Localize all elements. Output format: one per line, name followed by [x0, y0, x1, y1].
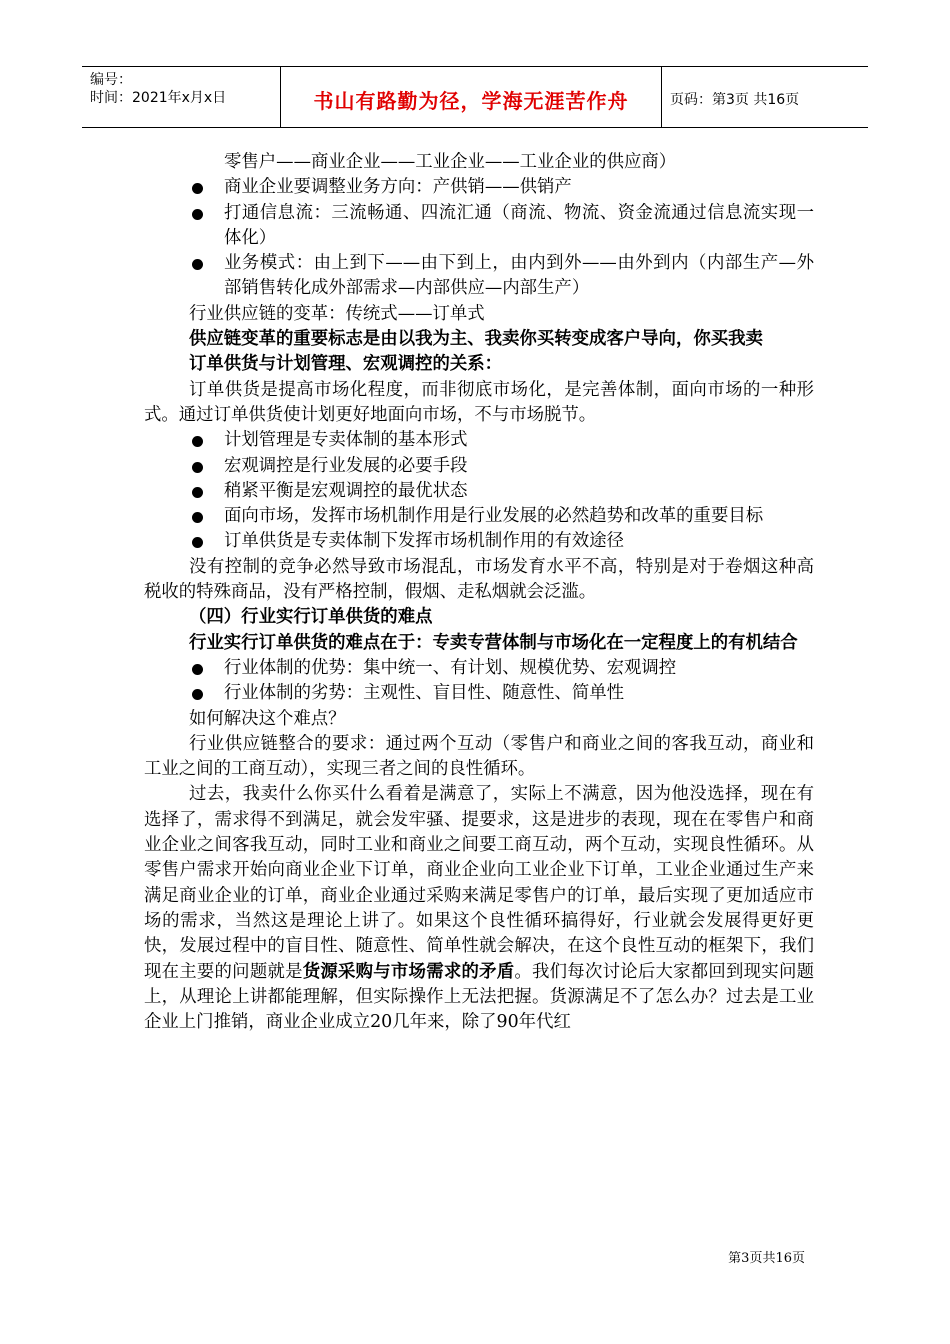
bullet-item [144, 529, 814, 554]
paragraph [144, 782, 814, 1035]
bullet-icon [192, 664, 203, 675]
bullet-icon [192, 487, 203, 498]
paragraph: 行业供应链的变革：传统式——订单式 [189, 303, 485, 324]
bullet-item [144, 656, 814, 681]
bullet-text: 商业企业要调整业务方向：产供销——供销产 [224, 177, 572, 198]
bullet-item [144, 428, 814, 453]
header-motto-cell [281, 67, 662, 127]
bullet-icon [192, 183, 203, 194]
bullet-text: 行业体制的劣势：主观性、盲目性、随意性、简单性 [224, 683, 624, 704]
bullet-text: 行业体制的优势：集中统一、有计划、规模优势、宏观调控 [224, 657, 677, 678]
bullet-item [144, 504, 814, 529]
bullet-text: 面向市场，发挥市场机制作用是行业发展的必然趋势和改革的重要目标 [224, 506, 764, 527]
paragraph: 零售户——商业企业——工业企业——工业企业的供应商） [224, 152, 677, 172]
bullet-icon [192, 209, 203, 220]
document-body [144, 150, 814, 1035]
bullet-icon [192, 689, 203, 700]
bullet-icon [192, 462, 203, 473]
paragraph: 订单供货是提高市场化程度，而非彻底市场化，是完善体制，面向市场的一种形式。通过订单供货使计划更好地面向市场，不与市场脱节。 [144, 379, 814, 425]
bullet-text: 业务模式：由上到下——由下到上，由内到外——由外到内（内部生产—外部销售转化成外部需求—内部供应—内部生产） [224, 253, 814, 299]
bullet-text: 订单供货是专卖体制下发挥市场机制作用的有效途径 [224, 531, 624, 552]
bullet-text: 计划管理是专卖体制的基本形式 [224, 430, 468, 451]
bullet-item [144, 175, 814, 200]
bullet-text: 稍紧平衡是宏观调控的最优状态 [224, 480, 468, 501]
header-meta-cell [82, 67, 281, 127]
page-number-label: 页码：第3页 共16页 [670, 92, 800, 108]
bullet-text: 打通信息流：三流畅通、四流汇通（商流、物流、资金流通过信息流实现一体化） [224, 202, 814, 248]
bullet-item [144, 479, 814, 504]
bold-paragraph: 供应链变革的重要标志是由以我为主、我卖你买转变成客户导向，你买我卖 [189, 329, 763, 350]
paragraph-text: 。我们每次讨论后大家都回到现实问题上，从理论上讲都能理解，但实际操作上无法把握。货源满足不了怎么办？过去是工业企业上门推销，商业企业成立20几年来，除了90年代红 [144, 961, 814, 1033]
bullet-text: 宏观调控是行业发展的必要手段 [224, 455, 468, 476]
bullet-icon [192, 512, 203, 523]
motto: 书山有路勤为径，学海无涯苦作舟 [313, 89, 629, 113]
page-footer: 第3页共16页 [728, 1251, 805, 1266]
paragraph: 如何解决这个难点？ [189, 708, 346, 729]
bold-heading: 订单供货与计划管理、宏观调控的关系： [189, 354, 503, 375]
section-heading: （四）行业实行订单供货的难点 [189, 607, 433, 628]
page-header [82, 66, 868, 128]
header-page-cell [662, 67, 868, 127]
paragraph-text: 过去，我卖什么你买什么看着是满意了，实际上不满意，因为他没选择，现在有选择了，需求得不到满足，就会发牢骚、提要求，这是进步的表现，现在在零售户和商业企业之间客我互动，同时工业和商业之间要工商互动，两个互动，实现良性循环。从零售户需求开始向商业企业下订单，商业企业向工业企业下订单，工业企业通过生产来满足商业企业的订单，商业企业通过采购来满足零售户的订单，最后实现了更加适应市场的需求，当然这是理论上讲了。如果这个良性循环搞得好，行业就会发展得更好更快，发展过程中的盲目性、随意性、简单性就会解决，在这个良性互动的框架下，我们现在主要的问题就是 [144, 784, 814, 982]
bullet-item [144, 681, 814, 706]
number-label: 编号： [90, 72, 132, 88]
bullet-item [144, 201, 814, 252]
bullet-item [144, 251, 814, 302]
bullet-icon [192, 436, 203, 447]
paragraph: 行业供应链整合的要求：通过两个互动（零售户和商业之间的客我互动，商业和工业之间的工商互动），实现三者之间的良性循环。 [144, 733, 814, 780]
time-label: 时间：2021年x月x日 [90, 90, 227, 106]
bullet-icon [192, 259, 203, 270]
bullet-icon [192, 537, 203, 548]
emphasis-text: 货源采购与市场需求的矛盾 [302, 961, 515, 982]
bold-paragraph: 行业实行订单供货的难点在于：专卖专营体制与市场化在一定程度上的有机结合 [189, 632, 798, 653]
bullet-item [144, 454, 814, 479]
paragraph: 没有控制的竞争必然导致市场混乱，市场发育水平不高，特别是对于卷烟这种高税收的特殊商品，没有严格控制，假烟、走私烟就会泛滥。 [144, 556, 814, 603]
